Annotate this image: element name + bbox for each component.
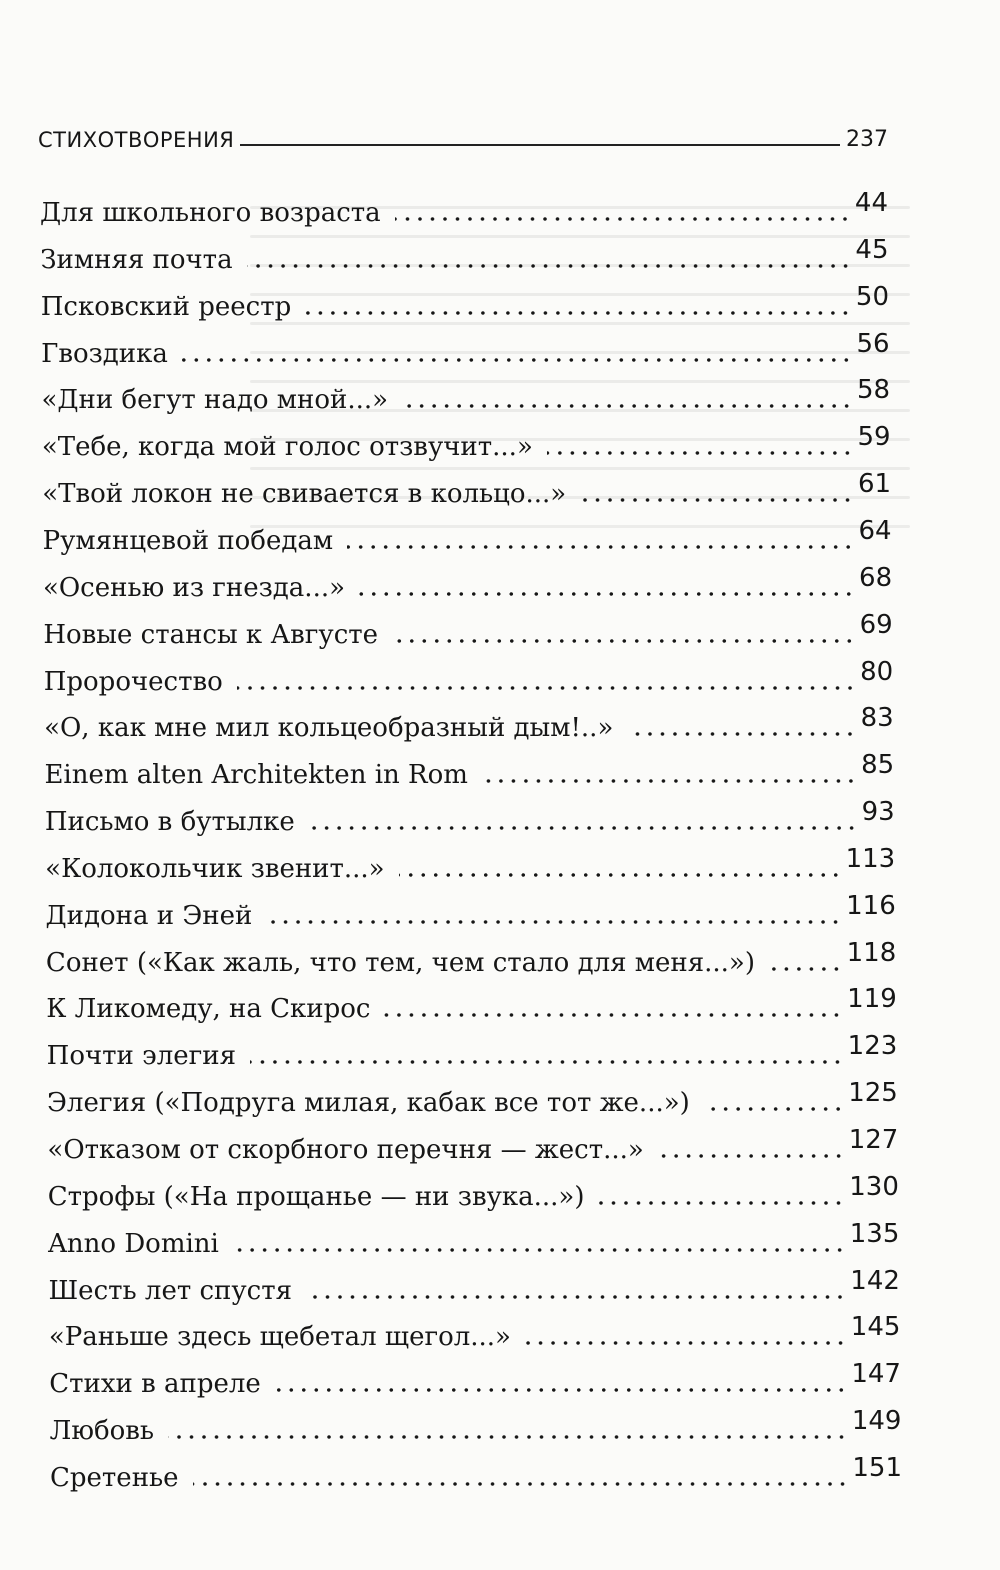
- toc-entry[interactable]: [43, 563, 892, 603]
- toc-entry-title: Для школьного возраста: [40, 198, 381, 228]
- toc-entry-page: 61: [858, 469, 892, 500]
- toc-entry-title: Гвоздика: [41, 338, 168, 369]
- toc-entry-page: 145: [850, 1312, 901, 1343]
- toc-entry-title: Anno Domini: [48, 1228, 219, 1259]
- toc-entry[interactable]: [45, 797, 895, 837]
- toc-entry-title: Псковский реестр: [40, 291, 292, 322]
- dot-leader: [233, 1247, 846, 1253]
- toc-entry[interactable]: [42, 469, 891, 509]
- toc-entry-title: Einem alten Architekten in Rom: [44, 760, 468, 791]
- toc-entry-page: 127: [848, 1125, 899, 1155]
- toc-entry-page: 151: [852, 1452, 902, 1483]
- dot-leader: [392, 638, 856, 644]
- toc-entry-page: 130: [849, 1171, 899, 1202]
- toc-entry[interactable]: [48, 1172, 899, 1212]
- toc-entry[interactable]: [47, 1078, 898, 1118]
- toc-entry-page: 69: [859, 609, 893, 640]
- toc-entry-title: Строфы («На прощанье — ни звука...»): [47, 1181, 585, 1212]
- toc-entry[interactable]: [40, 188, 888, 228]
- toc-entry-title: «Тебе, когда мой голос отзвучит...»: [41, 432, 533, 463]
- toc-entry-title: Пророчество: [43, 666, 223, 697]
- toc-entry[interactable]: [44, 750, 894, 790]
- toc-entry-page: 50: [855, 281, 890, 312]
- toc-entry-page: 83: [860, 703, 894, 734]
- toc-entry-page: 64: [858, 515, 892, 546]
- dot-leader: [237, 685, 856, 691]
- toc-entry[interactable]: [41, 329, 889, 369]
- dot-leader: [627, 731, 856, 737]
- toc-entry[interactable]: [50, 1453, 902, 1493]
- running-head: [38, 118, 888, 152]
- toc-entry-title: «Осенью из гнезда...»: [42, 572, 346, 603]
- toc-entry-page: 85: [861, 750, 895, 781]
- toc-entry-title: Элегия («Подруга милая, кабак все тот же...»): [47, 1088, 690, 1119]
- toc-entry[interactable]: [46, 891, 896, 931]
- toc-entry-title: «Раньше здесь щебетал щегол...»: [48, 1322, 511, 1353]
- toc-entry[interactable]: [47, 1031, 898, 1071]
- dot-leader: [525, 1340, 847, 1346]
- toc-entry-title: Новые стансы к Августе: [43, 619, 379, 650]
- dot-leader: [182, 357, 853, 363]
- dot-leader: [305, 310, 852, 316]
- dot-leader: [275, 1387, 848, 1393]
- header-rule: [240, 144, 840, 146]
- toc-entry-title: Румянцевой победам: [42, 525, 334, 556]
- toc-entry-page: 135: [849, 1218, 900, 1249]
- toc-entry[interactable]: [46, 938, 896, 978]
- toc-entry[interactable]: [48, 1219, 899, 1259]
- dot-leader: [482, 778, 857, 784]
- toc-entry-title: «Дни бегут надо мной...»: [41, 385, 389, 416]
- toc-entry-title: «Колокольчик звенит...»: [45, 853, 385, 884]
- toc-entry-page: 45: [855, 234, 889, 265]
- toc-entry[interactable]: [49, 1359, 901, 1399]
- toc-entry-title: «Твой локон не свивается в кольцо...»: [42, 479, 567, 510]
- dot-leader: [399, 872, 842, 878]
- dot-leader: [266, 919, 842, 925]
- toc-entry-title: Письмо в бутылке: [44, 807, 295, 838]
- toc-entry-title: Стихи в апреле: [49, 1369, 261, 1400]
- dot-leader: [658, 1153, 845, 1159]
- toc-entry[interactable]: [41, 375, 890, 415]
- toc-entry[interactable]: [47, 1125, 898, 1165]
- dot-leader: [547, 450, 854, 456]
- toc-entry[interactable]: [43, 610, 892, 650]
- toc-entry[interactable]: [44, 657, 893, 697]
- toc-entry-title: К Ликомеду, на Скирос: [46, 994, 371, 1025]
- dot-leader: [168, 1434, 848, 1440]
- toc-entry-page: 125: [848, 1078, 898, 1109]
- toc-entry-title: «Отказом от скорбного перечня — жест...»: [47, 1135, 644, 1165]
- toc-entry-page: 119: [847, 984, 897, 1015]
- toc-entry[interactable]: [50, 1406, 902, 1446]
- section-title: СТИХОТВОРЕНИЯ: [38, 128, 235, 152]
- toc-entry-page: 59: [857, 422, 891, 453]
- dot-leader: [384, 1012, 843, 1018]
- toc-entry-page: 113: [845, 843, 896, 874]
- toc-entry-title: Сонет («Как жаль, что тем, чем стало для меня...»): [45, 947, 755, 978]
- toc-entry-page: 58: [856, 375, 891, 406]
- toc-entry[interactable]: [40, 235, 888, 275]
- dot-leader: [193, 1481, 849, 1487]
- toc-entry[interactable]: [42, 422, 891, 462]
- toc-entry-page: 149: [851, 1406, 902, 1437]
- dot-leader: [580, 497, 854, 503]
- toc-entry-title: Почти элегия: [46, 1041, 236, 1072]
- toc-entry[interactable]: [43, 516, 892, 556]
- toc-entry-page: 147: [851, 1359, 901, 1390]
- dot-leader: [395, 216, 851, 222]
- toc-entry-page: 44: [854, 188, 888, 218]
- toc-entry-title: Шесть лет спустя: [48, 1275, 293, 1306]
- dot-leader: [402, 403, 853, 409]
- dot-leader: [769, 966, 843, 972]
- dot-leader: [704, 1106, 844, 1112]
- dot-leader: [247, 263, 852, 269]
- toc-entry[interactable]: [44, 703, 894, 743]
- dot-leader: [309, 825, 858, 831]
- toc-entry-title: Зимняя почта: [40, 244, 233, 275]
- dot-leader: [359, 591, 855, 597]
- toc-entry-title: Любовь: [49, 1416, 155, 1447]
- toc-entry[interactable]: [49, 1266, 900, 1306]
- toc-entry[interactable]: [45, 844, 895, 884]
- toc-entry-page: 68: [859, 562, 893, 593]
- toc-entry-page: 56: [856, 328, 890, 359]
- toc-entry[interactable]: [41, 282, 889, 322]
- dot-leader: [250, 1059, 844, 1065]
- toc-entry[interactable]: [49, 1312, 901, 1352]
- toc-entry[interactable]: [46, 984, 897, 1024]
- dot-leader: [347, 544, 854, 550]
- dot-leader: [598, 1200, 845, 1206]
- toc-entry-page: 80: [860, 656, 894, 687]
- toc-entry-title: «О, как мне мил кольцеобразный дым!..»: [44, 713, 614, 744]
- toc-entry-page: 93: [861, 797, 895, 828]
- toc-entry-page: 116: [846, 890, 896, 921]
- toc-entry-page: 118: [846, 937, 897, 968]
- page-number: 237: [846, 127, 888, 152]
- toc-entry-title: Сретенье: [50, 1462, 179, 1493]
- toc-entry-page: 123: [847, 1031, 898, 1062]
- dot-leader: [306, 1294, 846, 1300]
- toc-entry-page: 142: [850, 1265, 900, 1296]
- toc-entry-title: Дидона и Эней: [45, 900, 253, 931]
